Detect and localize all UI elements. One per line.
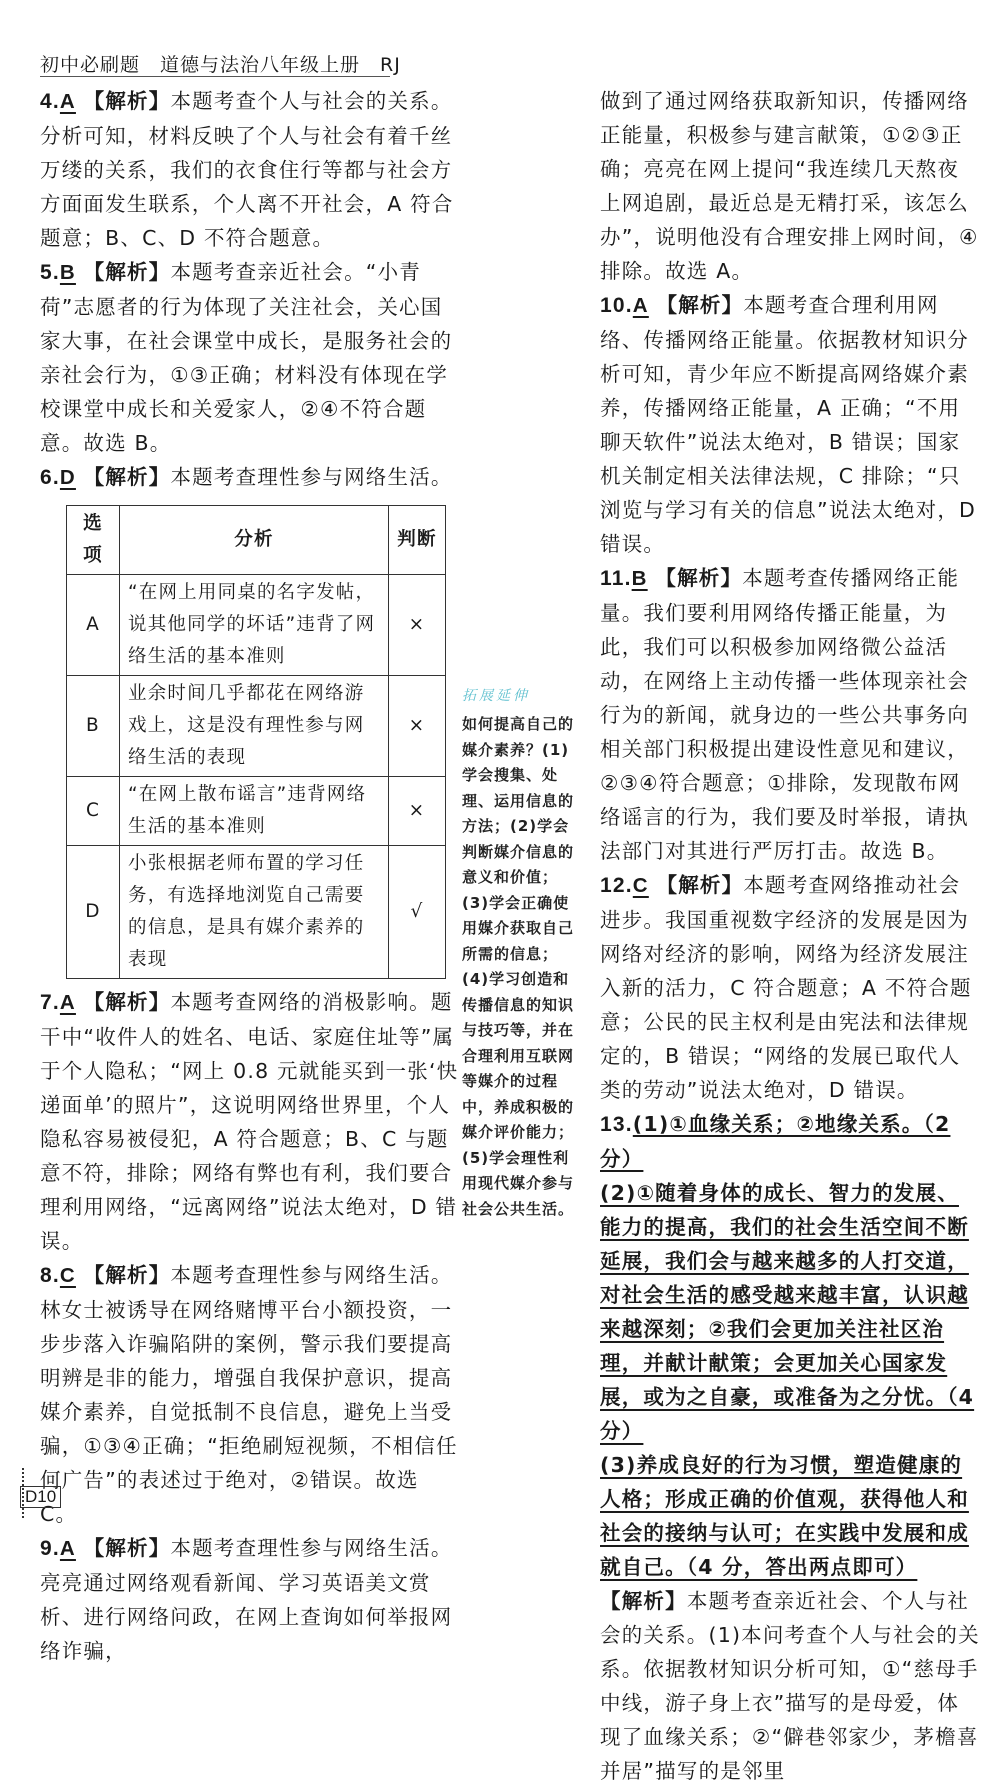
table-header-row	[67, 506, 446, 575]
table-header: 判断	[389, 506, 446, 575]
question-8: 8.C 【解析】本题考查理性参与网络生活。林女士被诱导在网络赌博平台小额投资，一步步落入诈骗陷阱的案例，警示我们要提高明辨是非的能力，增强自我保护意识，提高媒介素养，自觉抵制不良信息，避免上当受骗，①③④正确；“拒绝刷短视频，不相信任何广告”的表述过于绝对，②错误。故选 C。	[40, 1263, 458, 1526]
sidebar-tip: 如何提高自己的媒介素养？(1)学会搜集、处理、运用信息的方法；(2)学会判断媒介信息的意义和价值；(3)学会正确使用媒介获取自己所需的信息；(4)学习创造和传播信息的知识与技巧等，并在合理利用互联网等媒介的过程中，养成积极的媒介评价能力；(5)学会理性利用现代媒介参与社会公共生活。	[462, 715, 575, 1218]
question-13-part1: 13.(1)①血缘关系；②地缘关系。（2 分）	[600, 1112, 951, 1171]
answer-letter: C	[632, 874, 649, 897]
question-12: 12.C 【解析】本题考查网络推动社会进步。我国重视数字经济的发展是因为网络对经济的影响，网络为经济发展注入新的活力，C 符合题意；A 不符合题意；公民的民主权利是由宪法和法律规定的，B 错误；“网络的发展已取代人类的劳动”说法太绝对，D 错误。	[600, 873, 972, 1102]
question-10: 10.A 【解析】本题考查合理利用网络、传播网络正能量。依据教材知识分析可知，青少年应不断提高网络媒介素养，传播网络正能量，A 正确；“不用聊天软件”说法太绝对，B 错误；国家机关制定相关法律法规，C 排除；“只浏览与学习有关的信息”说法太绝对，D 错误。	[600, 293, 977, 556]
table-row: A “在网上用同桌的名字发帖，说其他同学的坏话”违背了网络生活的基本准则 ×	[67, 575, 446, 676]
table-header: 分析	[120, 506, 389, 575]
analysis-table	[66, 505, 446, 979]
sidebar-title: 拓展延伸	[462, 688, 530, 704]
answer-letter: C	[59, 1264, 76, 1287]
table-header: 选项	[67, 506, 120, 575]
question-7: 7.A 【解析】本题考查网络的消极影响。题干中“收件人的姓名、电话、家庭住址等”属于个人隐私；“网上 0.8 元就能买到一张‘快递面单’的照片”，这说明网络世界里，个人隐私容易被侵犯，A 符合题意；B、C 与题意不符，排除；网络有弊也有利，我们要合理利用网络，“远离网络”说法太绝对，D 错误。	[40, 990, 459, 1253]
table-row: C “在网上散布谣言”违背网络生活的基本准则 ×	[67, 777, 446, 846]
question-13-part3: (3)养成良好的行为习惯，塑造健康的人格；形成正确的价值观，获得他人和社会的接纳与认可；在实践中发展和成就自己。（4 分，答出两点即可）	[600, 1453, 969, 1579]
question-13-part2: (2)①随着身体的成长、智力的发展、能力的提高，我们的社会生活空间不断延展，我们会与越来越多的人打交道，对社会生活的感受越来越丰富，认识越来越深刻；②我们会更加关注社区治理，并献计献策；会更加关心国家发展，或为之自豪，或准备为之分忧。（4 分）	[600, 1181, 975, 1443]
header-divider	[40, 76, 390, 77]
answer-letter: B	[59, 261, 76, 284]
answer-letter: D	[59, 466, 76, 489]
answer-letter: A	[59, 991, 76, 1014]
page-number: D10	[20, 1486, 61, 1508]
question-6: 6.D 【解析】本题考查理性参与网络生活。	[40, 465, 453, 489]
table-row: B 业余时间几乎都花在网络游戏上，这是没有理性参与网络生活的表现 ×	[67, 676, 446, 777]
answer-letter: A	[59, 1537, 76, 1560]
question-9: 9.A 【解析】本题考查理性参与网络生活。亮亮通过网络观看新闻、学习英语美文赏析、进行网络问政，在网上查询如何举报网络诈骗，	[40, 1536, 453, 1663]
answer-letter: B	[631, 567, 648, 590]
question-4: 4.A 【解析】本题考查个人与社会的关系。分析可知，材料反映了个人与社会有着千丝万缕的关系，我们的衣食住行等都与社会方方面面发生联系，个人离不开社会，A 符合题意；B、C、D 不符合题意。	[40, 89, 454, 250]
left-column	[40, 84, 460, 1668]
question-5: 5.B 【解析】本题考查亲近社会。“小青荷”志愿者的行为体现了关注社会，关心国家大事，在社会课堂中成长，是服务社会的亲社会行为，①③正确；材料没有体现在学校课堂中成长和关爱家人，②④不符合题意。故选 B。	[40, 260, 453, 455]
question-9-continued: 做到了通过网络获取新知识，传播网络正能量，积极参与建言献策，①②③正确；亮亮在网上提问“我连续几天熬夜上网追剧，最近总是无精打采，该怎么办”，说明他没有合理安排上网时间，④排除。故选 A。	[600, 89, 979, 283]
answer-letter: A	[632, 294, 649, 317]
answer-letter: A	[59, 90, 76, 113]
question-13-analysis: 【解析】本题考查亲近社会、个人与社会的关系。(1)本问考查个人与社会的关系。依据教材知识分析可知，①“慈母手中线，游子身上衣”描写的是母爱，体现了血缘关系；②“僻巷邻家少，茅檐喜并居”描写的是邻里	[600, 1589, 980, 1783]
page-header: 初中必刷题 道德与法治八年级上册 RJ	[40, 54, 401, 76]
right-column	[600, 84, 980, 1788]
question-11: 11.B 【解析】本题考查传播网络正能量。我们要利用网络传播正能量，为此，我们可以积极参加网络微公益活动，在网络上主动传播一些体现亲社会行为的新闻，就身边的一些公共事务向相关部门积极提出建设性意见和建议，②③④符合题意；①排除，发现散布网络谣言的行为，我们要及时举报，请执法部门对其进行严厉打击。故选 B。	[600, 566, 969, 863]
table-row: D 小张根据老师布置的学习任务，有选择地浏览自己需要的信息，是具有媒介素养的表现 √	[67, 846, 446, 979]
